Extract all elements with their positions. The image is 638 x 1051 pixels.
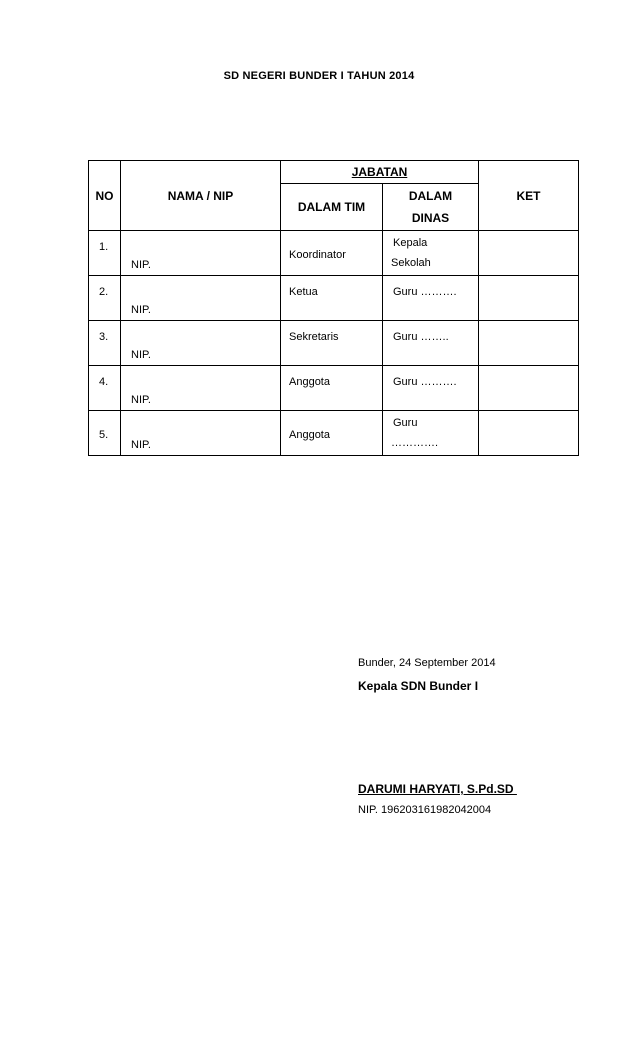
document-title: SD NEGERI BUNDER I TAHUN 2014: [223, 70, 415, 82]
row-no: 5.: [99, 429, 109, 441]
row-nip: NIP.: [131, 349, 151, 361]
row-dalam-tim: Koordinator: [289, 249, 346, 261]
row-dalam-dinas: Guru ……….: [393, 376, 457, 388]
row-dalam-tim: Sekretaris: [289, 331, 339, 343]
row-dalam-tim: Ketua: [289, 286, 318, 298]
team-table: [88, 160, 579, 456]
row-dalam-tim: Anggota: [289, 429, 330, 441]
row-ket: [479, 366, 578, 410]
signature-name: DARUMI HARYATI, S.Pd.SD: [358, 782, 517, 796]
header-jabatan: [281, 161, 479, 184]
row-nip: NIP.: [131, 439, 151, 451]
row-no: 1.: [99, 241, 109, 253]
row-dalam-dinas-line2: Sekolah: [391, 257, 431, 269]
row-dalam-tim: Anggota: [289, 376, 330, 388]
header-dalam-dinas: [383, 184, 479, 231]
row-nip: NIP.: [131, 259, 151, 271]
table-row: [89, 231, 579, 276]
header-no: NO: [89, 161, 121, 231]
row-dalam-dinas: Guru: [393, 417, 418, 429]
table-row: [89, 411, 579, 456]
row-dalam-dinas-line2: ………….: [391, 437, 439, 449]
row-no: 2.: [99, 286, 109, 298]
table-row: [89, 321, 579, 366]
row-no: 4.: [99, 376, 109, 388]
signature-position: Kepala SDN Bunder I: [358, 679, 479, 693]
row-dalam-dinas: Guru ……….: [393, 286, 457, 298]
row-ket: [479, 321, 578, 365]
header-dalam-dinas-line2: DINAS: [411, 211, 450, 225]
header-jabatan-label: JABATAN: [351, 165, 408, 179]
table-row: [89, 366, 579, 411]
header-dalam-dinas-line1: DALAM: [408, 189, 453, 203]
row-nip: NIP.: [131, 304, 151, 316]
row-nip: NIP.: [131, 394, 151, 406]
row-ket: [479, 411, 578, 455]
row-dalam-dinas: Kepala: [393, 237, 428, 249]
signature-place-date: Bunder, 24 September 2014: [358, 657, 496, 669]
header-ket: KET: [479, 161, 579, 231]
table-header-row-1: [89, 161, 579, 184]
table-row: [89, 276, 579, 321]
header-dalam-tim: DALAM TIM: [281, 184, 383, 231]
row-ket: [479, 231, 578, 275]
signature-nip: NIP. 196203161982042004: [358, 804, 492, 816]
row-ket: [479, 276, 578, 320]
header-nama-nip: NAMA / NIP: [121, 161, 281, 231]
row-dalam-dinas: Guru ……..: [393, 331, 449, 343]
row-no: 3.: [99, 331, 109, 343]
